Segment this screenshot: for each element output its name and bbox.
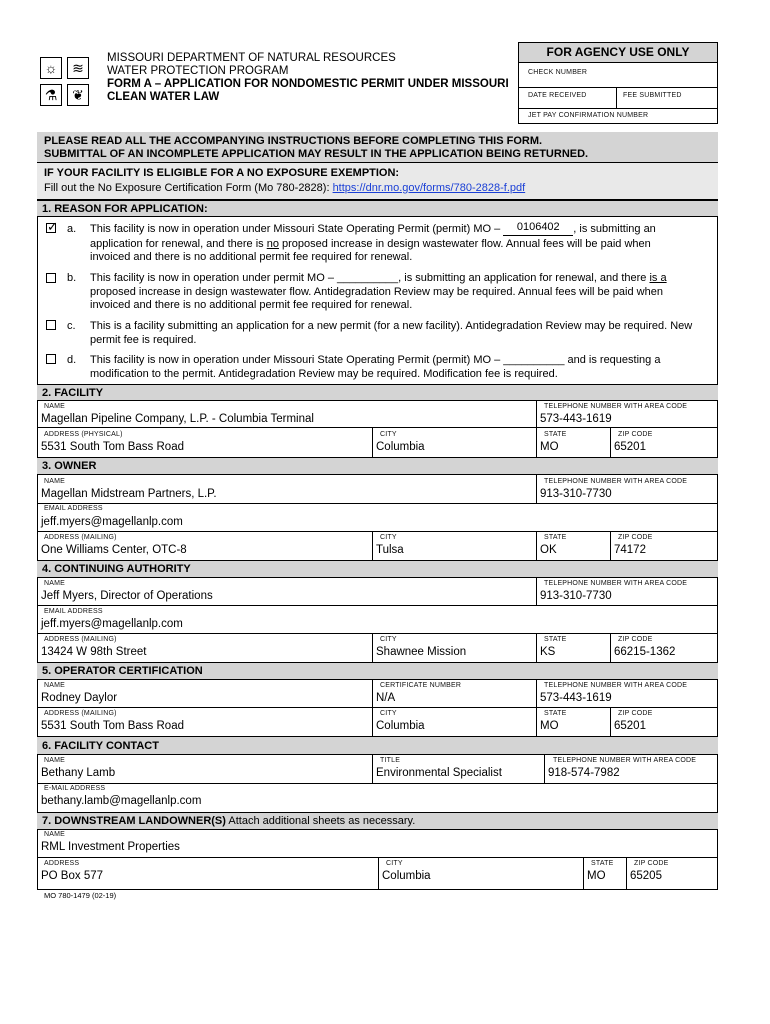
- landowner-zip-label: ZIP CODE: [634, 860, 669, 867]
- section-6-header: 6. FACILITY CONTACT: [37, 736, 718, 755]
- landowner-zip[interactable]: 65205: [630, 870, 662, 882]
- reason-b-letter: b.: [67, 272, 77, 284]
- authority-name[interactable]: Jeff Myers, Director of Operations: [41, 590, 213, 602]
- authority-email[interactable]: jeff.myers@magellanlp.com: [41, 618, 183, 630]
- operator-name[interactable]: Rodney Daylor: [41, 692, 118, 704]
- exposure-text: [44, 182, 525, 194]
- reason-d-letter: d.: [67, 354, 77, 366]
- operator-cert[interactable]: N/A: [376, 692, 396, 704]
- agency-use-title: FOR AGENCY USE ONLY: [519, 43, 717, 63]
- reason-a-checkbox[interactable]: [46, 219, 58, 234]
- reason-a-permit-number[interactable]: 0106402: [503, 221, 573, 236]
- authority-phone[interactable]: 913-310-7730: [540, 590, 612, 602]
- owner-zip[interactable]: 74172: [614, 544, 646, 556]
- notice-line-1: PLEASE READ ALL THE ACCOMPANYING INSTRUCTIONS BEFORE COMPLETING THIS FORM.: [44, 135, 543, 147]
- section-3-header: 3. OWNER: [37, 457, 718, 475]
- check-mark-icon: ✓: [47, 219, 58, 234]
- leaf-icon: ❦: [67, 84, 89, 106]
- operator-address[interactable]: 5531 South Tom Bass Road: [41, 720, 184, 732]
- landowner-city[interactable]: Columbia: [382, 870, 431, 882]
- contact-email-label: E-MAIL ADDRESS: [44, 785, 106, 792]
- notice-line-2: SUBMITTAL OF AN INCOMPLETE APPLICATION MAY RESULT IN THE APPLICATION BEING RETURNED.: [44, 148, 589, 160]
- facility-city-label: CITY: [380, 431, 397, 438]
- reason-d-text: This facility is now in operation under Missouri State Operating Permit (permit) MO – __________ and is requesting a modification to the permit. Antidegradation Review may be required. Modification fee is required.: [90, 354, 661, 380]
- owner-email[interactable]: jeff.myers@magellanlp.com: [41, 516, 183, 528]
- section-7-title: 7. DOWNSTREAM LANDOWNER(S): [42, 815, 226, 827]
- operator-phone[interactable]: 573-443-1619: [540, 692, 612, 704]
- exposure-title: IF YOUR FACILITY IS ELIGIBLE FOR A NO EXPOSURE EXEMPTION:: [44, 167, 400, 179]
- owner-address[interactable]: One Williams Center, OTC-8: [41, 544, 187, 556]
- notice-block: [37, 132, 718, 163]
- section-2-header: 2. FACILITY: [37, 384, 718, 401]
- facility-zip-label: ZIP CODE: [618, 431, 653, 438]
- owner-state-label: STATE: [544, 534, 567, 541]
- authority-address[interactable]: 13424 W 98th Street: [41, 646, 147, 658]
- authority-zip[interactable]: 66215-1362: [614, 646, 676, 658]
- operator-city-label: CITY: [380, 710, 397, 717]
- authority-phone-label: TELEPHONE NUMBER WITH AREA CODE: [544, 580, 688, 587]
- reason-b-checkbox[interactable]: [46, 273, 56, 283]
- facility-phone[interactable]: 573-443-1619: [540, 413, 612, 425]
- owner-name[interactable]: Magellan Midstream Partners, L.P.: [41, 488, 217, 500]
- facility-name[interactable]: Magellan Pipeline Company, L.P. - Columbia Terminal: [41, 413, 314, 425]
- landowner-address-label: ADDRESS: [44, 860, 80, 867]
- owner-zip-label: ZIP CODE: [618, 534, 653, 541]
- contact-name-label: NAME: [44, 757, 66, 764]
- contact-title-label: TITLE: [380, 757, 401, 764]
- reason-c-text: This is a facility submitting an application for a new permit (for a new facility). Antidegradation Review may be required. New permit fee is required.: [90, 320, 693, 346]
- owner-name-label: NAME: [44, 478, 66, 485]
- facility-state[interactable]: MO: [540, 441, 559, 453]
- exposure-block: [37, 163, 718, 200]
- facility-state-label: STATE: [544, 431, 567, 438]
- contact-phone[interactable]: 918-574-7982: [548, 767, 620, 779]
- exposure-text-body: Fill out the No Exposure Certification Form (Mo 780-2828):: [44, 182, 333, 194]
- contact-email[interactable]: bethany.lamb@magellanlp.com: [41, 795, 202, 807]
- exposure-link[interactable]: https://dnr.mo.gov/forms/780-2828-f.pdf: [332, 182, 526, 194]
- authority-city[interactable]: Shawnee Mission: [376, 646, 467, 658]
- form-title: FORM A – APPLICATION FOR NONDOMESTIC PERMIT UNDER MISSOURI: [107, 78, 509, 90]
- owner-state[interactable]: OK: [540, 544, 557, 556]
- jet-pay-label: JET PAY CONFIRMATION NUMBER: [528, 112, 649, 119]
- date-received-label: DATE RECEIVED: [528, 92, 587, 99]
- reason-a-letter: a.: [67, 223, 77, 235]
- section-1-header: 1. REASON FOR APPLICATION:: [37, 200, 718, 217]
- water-icon: ≋: [67, 57, 89, 79]
- contact-title[interactable]: Environmental Specialist: [376, 767, 502, 779]
- fee-submitted-label: FEE SUBMITTED: [623, 92, 682, 99]
- owner-phone-label: TELEPHONE NUMBER WITH AREA CODE: [544, 478, 688, 485]
- landowner-state[interactable]: MO: [587, 870, 606, 882]
- owner-phone[interactable]: 913-310-7730: [540, 488, 612, 500]
- landowner-address[interactable]: PO Box 577: [41, 870, 104, 882]
- reason-c-letter: c.: [67, 320, 76, 332]
- facility-city[interactable]: Columbia: [376, 441, 425, 453]
- facility-address[interactable]: 5531 South Tom Bass Road: [41, 441, 184, 453]
- facility-phone-label: TELEPHONE NUMBER WITH AREA CODE: [544, 403, 688, 410]
- operator-state-label: STATE: [544, 710, 567, 717]
- authority-name-label: NAME: [44, 580, 66, 587]
- check-number-label: CHECK NUMBER: [528, 69, 588, 76]
- reason-d-checkbox[interactable]: [46, 354, 56, 364]
- microscope-icon: ⚗: [40, 84, 62, 106]
- reason-a-text: This facility is now in operation under Missouri State Operating Permit (permit) MO – 0106402 , is submitting an application for renewal, and there is no proposed increase in design wastewater flow. Annual fees will be paid when invoiced and there is no additional permit fee required for renewal.: [90, 221, 656, 263]
- agency-name: MISSOURI DEPARTMENT OF NATURAL RESOURCES: [107, 52, 396, 64]
- operator-name-label: NAME: [44, 682, 66, 689]
- authority-address-label: ADDRESS (MAILING): [44, 636, 117, 643]
- agency-use-box: [518, 42, 718, 124]
- operator-phone-label: TELEPHONE NUMBER WITH AREA CODE: [544, 682, 688, 689]
- authority-state[interactable]: KS: [540, 646, 556, 658]
- owner-city-label: CITY: [380, 534, 397, 541]
- form-number: MO 780-1479 (02-19): [44, 891, 117, 900]
- facility-zip[interactable]: 65201: [614, 441, 646, 453]
- form-title-2: CLEAN WATER LAW: [107, 91, 220, 103]
- contact-name[interactable]: Bethany Lamb: [41, 767, 116, 779]
- authority-zip-label: ZIP CODE: [618, 636, 653, 643]
- operator-cert-label: CERTIFICATE NUMBER: [380, 682, 462, 689]
- facility-name-label: NAME: [44, 403, 66, 410]
- owner-email-label: EMAIL ADDRESS: [44, 505, 103, 512]
- operator-zip[interactable]: 65201: [614, 720, 646, 732]
- landowner-city-label: CITY: [386, 860, 403, 867]
- authority-state-label: STATE: [544, 636, 567, 643]
- operator-city[interactable]: Columbia: [376, 720, 425, 732]
- sun-icon: ☼: [40, 57, 62, 79]
- section-4-header: 4. CONTINUING AUTHORITY: [37, 560, 718, 578]
- program-name: WATER PROTECTION PROGRAM: [107, 65, 289, 77]
- section-7-header: [37, 812, 718, 830]
- owner-address-label: ADDRESS (MAILING): [44, 534, 117, 541]
- authority-email-label: EMAIL ADDRESS: [44, 608, 103, 615]
- landowner-name[interactable]: RML Investment Properties: [41, 841, 180, 853]
- contact-phone-label: TELEPHONE NUMBER WITH AREA CODE: [553, 757, 697, 764]
- operator-address-label: ADDRESS (MAILING): [44, 710, 117, 717]
- landowner-state-label: STATE: [591, 860, 614, 867]
- authority-city-label: CITY: [380, 636, 397, 643]
- reason-c-checkbox[interactable]: [46, 320, 56, 330]
- landowner-name-label: NAME: [44, 831, 66, 838]
- reason-b-text: This facility is now in operation under permit MO – __________, is submitting an application for renewal, and there is a proposed increase in design wastewater flow. Antidegradation Review may be required. Annual fees will be paid when invoiced and there is no additional permit fee required for renewal.: [90, 272, 667, 311]
- operator-state[interactable]: MO: [540, 720, 559, 732]
- section-7-note: Attach additional sheets as necessary.: [225, 815, 416, 827]
- section-5-header: 5. OPERATOR CERTIFICATION: [37, 662, 718, 680]
- facility-address-label: ADDRESS (PHYSICAL): [44, 431, 123, 438]
- owner-city[interactable]: Tulsa: [376, 544, 404, 556]
- operator-zip-label: ZIP CODE: [618, 710, 653, 717]
